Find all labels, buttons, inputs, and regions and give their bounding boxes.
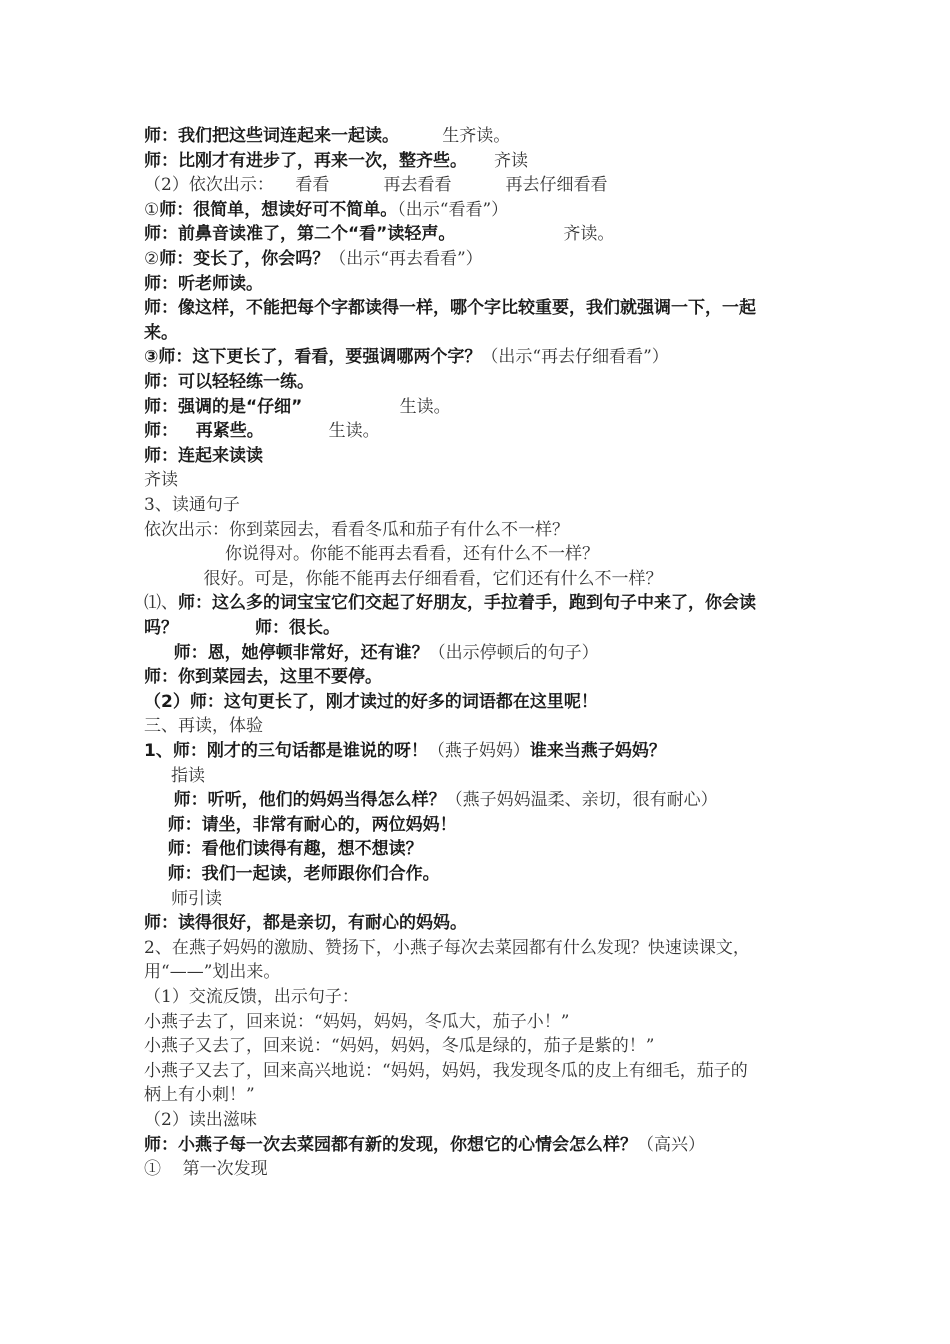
- teacher-speech-text: 师：我们把这些词连起来一起读。: [144, 126, 399, 146]
- plain-text: 生读。: [263, 421, 380, 442]
- plain-text: 3、读通句子: [144, 495, 240, 515]
- text-line: [144, 911, 824, 936]
- plain-text: ②: [144, 249, 160, 269]
- text-line: [144, 321, 824, 346]
- text-line: [144, 518, 824, 543]
- teacher-speech-text: 师：可以轻轻练一练。: [144, 372, 314, 392]
- text-line: [144, 542, 824, 567]
- plain-text: 2、在燕子妈妈的激励、赞扬下，小燕子每次去菜园都有什么发现？快速读课文，: [144, 937, 750, 958]
- plain-text: 三、再读，体验: [144, 716, 263, 737]
- plain-text: 依次出示：你到菜园去，看看冬瓜和茄子有什么不一样？: [144, 519, 569, 540]
- plain-text: （2）依次出示： 看看 再去看看 再去仔细看看: [144, 175, 608, 196]
- text-line: [144, 739, 824, 764]
- teacher-speech-text: 师：强调的是“仔细”: [144, 396, 303, 417]
- text-line: [144, 837, 824, 862]
- teacher-speech-text: 师： 再紧些。: [144, 421, 264, 442]
- text-line: [144, 296, 824, 321]
- text-line: [144, 395, 824, 420]
- text-line: [144, 493, 824, 518]
- teacher-speech-text: 师：听听，他们的妈妈当得怎么样？: [144, 790, 446, 811]
- teacher-speech-text: 师：小燕子每一次去菜园都有新的发现，你想它的心情会怎么样？: [144, 1134, 637, 1155]
- plain-text: 生读。: [302, 396, 451, 417]
- plain-text: ①: [144, 199, 160, 220]
- text-line: [144, 936, 824, 961]
- plain-text: （燕子妈妈）: [427, 741, 530, 761]
- text-line: [144, 1108, 824, 1133]
- text-line: [144, 272, 824, 297]
- text-line: [144, 198, 824, 223]
- plain-text: ① 第一次发现: [144, 1159, 268, 1180]
- text-line: [144, 1010, 824, 1035]
- text-line: [144, 714, 824, 739]
- plain-text: 小燕子去了，回来说：“妈妈，妈妈，冬瓜大，茄子小！”: [144, 1011, 570, 1032]
- teacher-speech-text: 师：听老师读。: [144, 273, 263, 294]
- text-line: [144, 616, 824, 641]
- plain-text: ⑴、: [144, 593, 178, 614]
- text-line: [144, 788, 824, 813]
- text-line: [144, 665, 824, 690]
- text-line: [144, 641, 824, 666]
- teacher-speech-text: 师：你到菜园去，这里不要停。: [144, 667, 382, 688]
- teacher-speech-text: 师：看他们读得有趣，想不想读？: [144, 839, 423, 860]
- plain-text: 生齐读。: [399, 126, 511, 146]
- teacher-speech-text: 师：像这样，不能把每个字都读得一样，哪个字比较重要，我们就强调一下，一起: [144, 298, 756, 319]
- text-line: [144, 468, 824, 493]
- teacher-speech-text: （2）师：这句更长了，刚才读过的好多的词语都在这里呢！: [144, 691, 598, 712]
- plain-text: 你说得对。你能不能再去看看，还有什么不一样？: [144, 544, 600, 565]
- text-line: [144, 1157, 824, 1182]
- plain-text: （出示停顿后的句子）: [428, 642, 599, 663]
- text-line: [144, 567, 824, 592]
- plain-text: （2）读出滋味: [144, 1110, 257, 1130]
- teacher-speech-text: 师：这下更长了，看看，要强调哪两个字？: [158, 347, 482, 368]
- teacher-speech-text: 师：连起来读读: [144, 445, 263, 466]
- plain-text: 柄上有小刺！”: [144, 1085, 255, 1106]
- plain-text: 齐读: [144, 470, 178, 491]
- teacher-speech-text: 吗？ 师：很长。: [144, 618, 340, 638]
- text-line: [144, 690, 824, 715]
- plain-text: 师引读: [144, 888, 223, 909]
- teacher-speech-text: 师：请坐，非常有耐心的，两位妈妈！: [144, 814, 457, 835]
- plain-text: 用“——”划出来。: [144, 962, 281, 983]
- text-line: [144, 862, 824, 887]
- text-line: [144, 1133, 824, 1158]
- text-line: [144, 149, 824, 174]
- text-line: [144, 247, 824, 272]
- teacher-speech-text: 师：很简单，想读好可不简单。: [159, 199, 398, 220]
- text-line: [144, 985, 824, 1010]
- plain-text: （燕子妈妈温柔、亲切，很有耐心）: [445, 790, 718, 811]
- teacher-speech-text: 师：读得很好，都是亲切，有耐心的妈妈。: [144, 913, 467, 934]
- teacher-speech-text: 师：这么多的词宝宝它们交起了好朋友，手拉着手，跑到句子中来了，你会读: [178, 593, 756, 614]
- teacher-speech-text: ③: [144, 347, 159, 368]
- plain-text: 齐读: [467, 150, 529, 171]
- plain-text: （出示“再去仔细看看”）: [481, 347, 669, 368]
- text-line: [144, 764, 824, 789]
- text-line: [144, 222, 824, 247]
- text-line: [144, 345, 824, 370]
- teacher-speech-text: 师：前鼻音读准了，第二个“看”读轻声。: [144, 224, 456, 245]
- teacher-speech-text: 师：恩，她停顿非常好，还有谁？: [144, 642, 429, 663]
- text-line: [144, 370, 824, 395]
- teacher-speech-text: 谁来当燕子妈妈？: [529, 741, 666, 761]
- teacher-speech-text: 师：变长了，你会吗？: [159, 249, 330, 269]
- plain-text: 齐读。: [455, 224, 615, 245]
- text-line: [144, 887, 824, 912]
- plain-text: 指读: [144, 765, 206, 786]
- plain-text: 小燕子又去了，回来说：“妈妈，妈妈，冬瓜是绿的，茄子是紫的！”: [144, 1036, 655, 1057]
- plain-text: （1）交流反馈，出示句子：: [144, 987, 359, 1007]
- teacher-speech-text: 1、师：刚才的三句话都是谁说的呀！: [144, 741, 428, 761]
- text-line: [144, 813, 824, 838]
- plain-text: （出示“看看”）: [397, 199, 509, 220]
- text-line: [144, 1034, 824, 1059]
- plain-text: 很好。可是，你能不能再去仔细看看，它们还有什么不一样？: [144, 568, 663, 589]
- text-line: [144, 591, 824, 616]
- text-line: [144, 419, 824, 444]
- text-line: [144, 124, 824, 149]
- plain-text: （出示“再去看看”）: [329, 249, 483, 269]
- teacher-speech-text: 来。: [144, 322, 178, 343]
- plain-text: （高兴）: [637, 1134, 705, 1155]
- teacher-speech-text: 师：比刚才有进步了，再来一次，整齐些。: [144, 150, 467, 171]
- text-line: [144, 444, 824, 469]
- text-line: [144, 960, 824, 985]
- text-line: [144, 173, 824, 198]
- text-line: [144, 1059, 824, 1084]
- teacher-speech-text: 师：我们一起读，老师跟你们合作。: [144, 864, 440, 884]
- text-line: [144, 1083, 824, 1108]
- plain-text: 小燕子又去了，回来高兴地说：“妈妈，妈妈，我发现冬瓜的皮上有细毛，茄子的: [144, 1060, 748, 1081]
